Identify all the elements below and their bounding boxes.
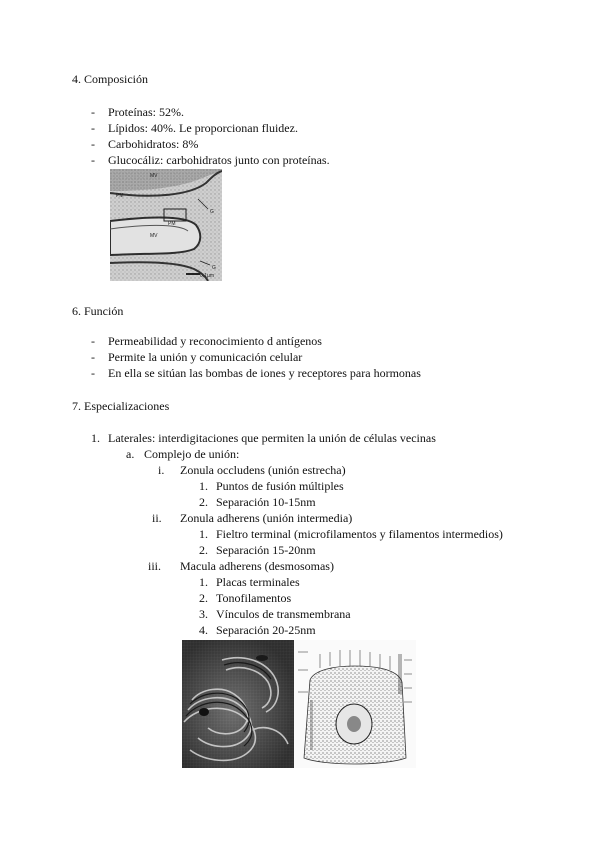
bullet-dash: - bbox=[91, 153, 95, 167]
bullet-dash: - bbox=[91, 121, 95, 135]
adherens-detail: Fieltro terminal (microfilamentos y filamentos intermedios) bbox=[216, 527, 503, 541]
composition-item-carbohydrates: Carbohidratos: 8% bbox=[108, 137, 199, 151]
bullet-dash: - bbox=[91, 334, 95, 348]
figure-label-g-upper: G bbox=[210, 209, 214, 215]
desmosome-detail: Tonofilamentos bbox=[216, 591, 292, 605]
list-marker: 1. bbox=[91, 431, 100, 445]
composition-item-lipids: Lípidos: 40%. Le proporcionan fluidez. bbox=[108, 121, 298, 135]
figure-scale-label: 0.1µm bbox=[200, 273, 214, 279]
cell-junction-diagram bbox=[294, 640, 416, 768]
list-marker: ii. bbox=[152, 511, 162, 525]
zonula-occludens: Zonula occludens (unión estrecha) bbox=[180, 463, 346, 477]
desmosome-detail: Vínculos de transmembrana bbox=[216, 607, 351, 621]
figure-label-mv-middle: MV bbox=[150, 233, 158, 239]
interdigitation-micrograph-svg bbox=[182, 640, 294, 768]
function-item-union: Permite la unión y comunicación celular bbox=[108, 350, 303, 364]
occludens-detail: Separación 10-15nm bbox=[216, 495, 316, 509]
section-4-heading: 4. Composición bbox=[72, 72, 149, 86]
cell-junction-diagram-svg bbox=[294, 640, 416, 768]
interdigitation-micrograph bbox=[182, 640, 294, 768]
macula-adherens: Macula adherens (desmosomas) bbox=[180, 559, 334, 573]
list-marker: 1. bbox=[199, 527, 208, 541]
list-marker: 2. bbox=[199, 591, 208, 605]
section-6-heading: 6. Función bbox=[72, 304, 124, 318]
occludens-detail: Puntos de fusión múltiples bbox=[216, 479, 344, 493]
specialization-lateral: Laterales: interdigitaciones que permiten la unión de células vecinas bbox=[108, 431, 436, 445]
section-7-heading: 7. Especializaciones bbox=[72, 399, 170, 413]
function-item-pumps: En ella se sitúan las bombas de iones y receptores para hormonas bbox=[108, 366, 421, 380]
figure-label-pm-left: PM bbox=[116, 193, 124, 199]
figure-label-mv-top: MV bbox=[150, 173, 158, 179]
junction-complex-label: Complejo de unión: bbox=[144, 447, 240, 461]
list-marker: 2. bbox=[199, 543, 208, 557]
list-marker: iii. bbox=[148, 559, 162, 573]
list-marker: 1. bbox=[199, 479, 208, 493]
list-marker: 3. bbox=[199, 607, 208, 621]
bullet-dash: - bbox=[91, 350, 95, 364]
desmosome-detail: Separación 20-25nm bbox=[216, 623, 316, 637]
adherens-detail: Separación 15-20nm bbox=[216, 543, 316, 557]
composition-item-glycocalyx: Glucocáliz: carbohidratos junto con proteínas. bbox=[108, 153, 330, 167]
composition-item-proteins: Proteínas: 52%. bbox=[108, 105, 184, 119]
microvilli-micrograph-svg bbox=[110, 169, 222, 281]
function-item-permeability: Permeabilidad y reconocimiento d antígenos bbox=[108, 334, 322, 348]
list-marker: i. bbox=[158, 463, 165, 477]
list-marker: a. bbox=[126, 447, 135, 461]
list-marker: 4. bbox=[199, 623, 208, 637]
bullet-dash: - bbox=[91, 137, 95, 151]
figure-label-pm-box: PM bbox=[168, 221, 176, 227]
microvilli-micrograph bbox=[110, 169, 222, 281]
bullet-dash: - bbox=[91, 366, 95, 380]
zonula-adherens: Zonula adherens (unión intermedia) bbox=[180, 511, 353, 525]
desmosome-detail: Placas terminales bbox=[216, 575, 300, 589]
figure-label-g-lower: G bbox=[212, 265, 216, 271]
list-marker: 1. bbox=[199, 575, 208, 589]
list-marker: 2. bbox=[199, 495, 208, 509]
bullet-dash: - bbox=[91, 105, 95, 119]
